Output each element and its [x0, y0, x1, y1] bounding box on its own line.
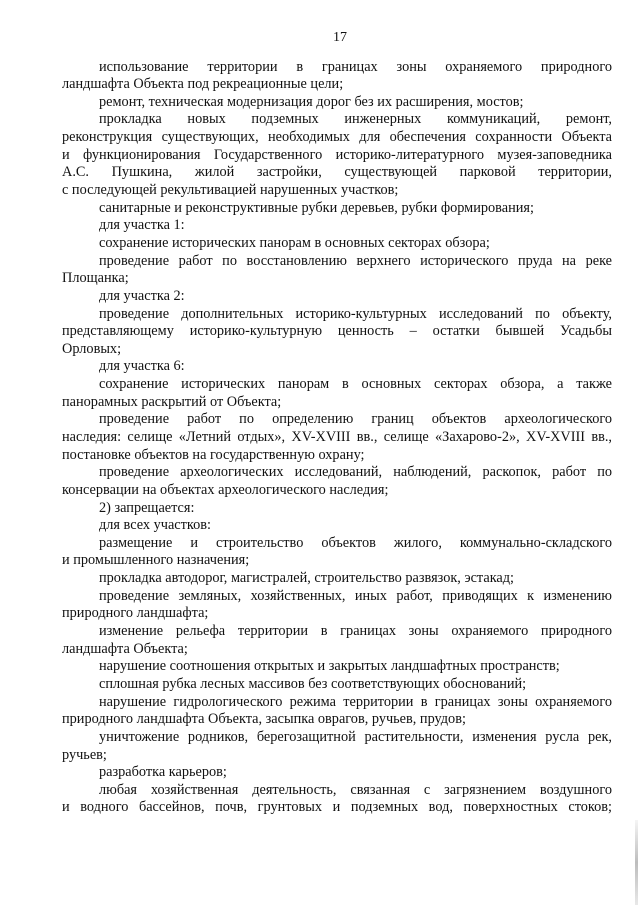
- text-line: для всех участков:: [99, 517, 211, 533]
- text-line: ручьев;: [62, 747, 107, 763]
- text-line: разработка карьеров;: [99, 764, 227, 780]
- text-line: наследия: селище «Летний отдых», XV-XVIII вв., селище «Захарово-2», XV-XVIII вв.,: [62, 429, 612, 445]
- text-line: Площанка;: [62, 270, 129, 286]
- text-line: сохранение исторических панорам в основных секторах обзора, а также: [99, 376, 612, 392]
- page-number: 17: [333, 30, 347, 45]
- text-line: для участка 1:: [99, 217, 185, 233]
- text-line: природного ландшафта Объекта, засыпка оврагов, ручьев, прудов;: [62, 711, 466, 727]
- text-line: и промышленного назначения;: [62, 552, 250, 568]
- text-line: панорамных раскрытий от Объекта;: [62, 394, 282, 410]
- text-line: проведение земляных, хозяйственных, иных работ, приводящих к изменению: [99, 588, 612, 604]
- text-line: для участка 6:: [99, 358, 185, 374]
- text-line: прокладка автодорог, магистралей, строительство развязок, эстакад;: [99, 570, 515, 586]
- text-line: А.С. Пушкина, жилой застройки, существующей парковой территории,: [62, 164, 612, 180]
- text-line: проведение археологических исследований, наблюдений, раскопок, работ по: [99, 464, 612, 480]
- text-line: Орловых;: [62, 341, 122, 357]
- text-line: использование территории в границах зоны охраняемого природного: [99, 59, 612, 75]
- text-line: и функционирования Государственного историко-литературного музея-заповедника: [62, 147, 612, 163]
- text-line: проведение дополнительных историко-культурных исследований по объекту,: [99, 306, 612, 322]
- text-line: представляющему историко-культурную ценность – остатки бывшей Усадьбы: [62, 323, 612, 339]
- text-line: любая хозяйственная деятельность, связанная с загрязнением воздушного: [99, 782, 612, 798]
- text-line: для участка 2:: [99, 288, 185, 304]
- text-line: ландшафта Объекта под рекреационные цели;: [62, 76, 344, 92]
- text-line: проведение работ по определению границ объектов археологического: [99, 411, 612, 427]
- text-line: консервации на объектах археологического наследия;: [62, 482, 389, 498]
- text-line: прокладка новых подземных инженерных коммуникаций, ремонт,: [99, 111, 612, 127]
- text-line: санитарные и реконструктивные рубки деревьев, рубки формирования;: [99, 200, 534, 216]
- text-line: нарушение соотношения открытых и закрытых ландшафтных пространств;: [99, 658, 560, 674]
- text-line: природного ландшафта;: [62, 605, 209, 621]
- text-line: реконструкция существующих, необходимых для обеспечения сохранности Объекта: [62, 129, 612, 145]
- text-line: и водного бассейнов, почв, грунтовых и подземных вод, поверхностных стоков;: [62, 799, 612, 815]
- text-line: ремонт, техническая модернизация дорог без их расширения, мостов;: [99, 94, 524, 110]
- text-line: уничтожение родников, берегозащитной растительности, изменения русла рек,: [99, 729, 612, 745]
- text-line: с последующей рекультивацией нарушенных участков;: [62, 182, 399, 198]
- text-line: ландшафта Объекта;: [62, 641, 188, 657]
- text-line: постановке объектов на государственную охрану;: [62, 447, 365, 463]
- text-line: размещение и строительство объектов жилого, коммунально-складского: [99, 535, 612, 551]
- scan-edge-mark: [635, 820, 638, 905]
- text-line: сплошная рубка лесных массивов без соответствующих обоснований;: [99, 676, 527, 692]
- text-line: нарушение гидрологического режима территории в границах зоны охраняемого: [99, 694, 612, 710]
- text-line: сохранение исторических панорам в основных секторах обзора;: [99, 235, 490, 251]
- text-line: изменение рельефа территории в границах зоны охраняемого природного: [99, 623, 612, 639]
- text-line: 2) запрещается:: [99, 500, 195, 516]
- text-line: проведение работ по восстановлению верхнего исторического пруда на реке: [99, 253, 612, 269]
